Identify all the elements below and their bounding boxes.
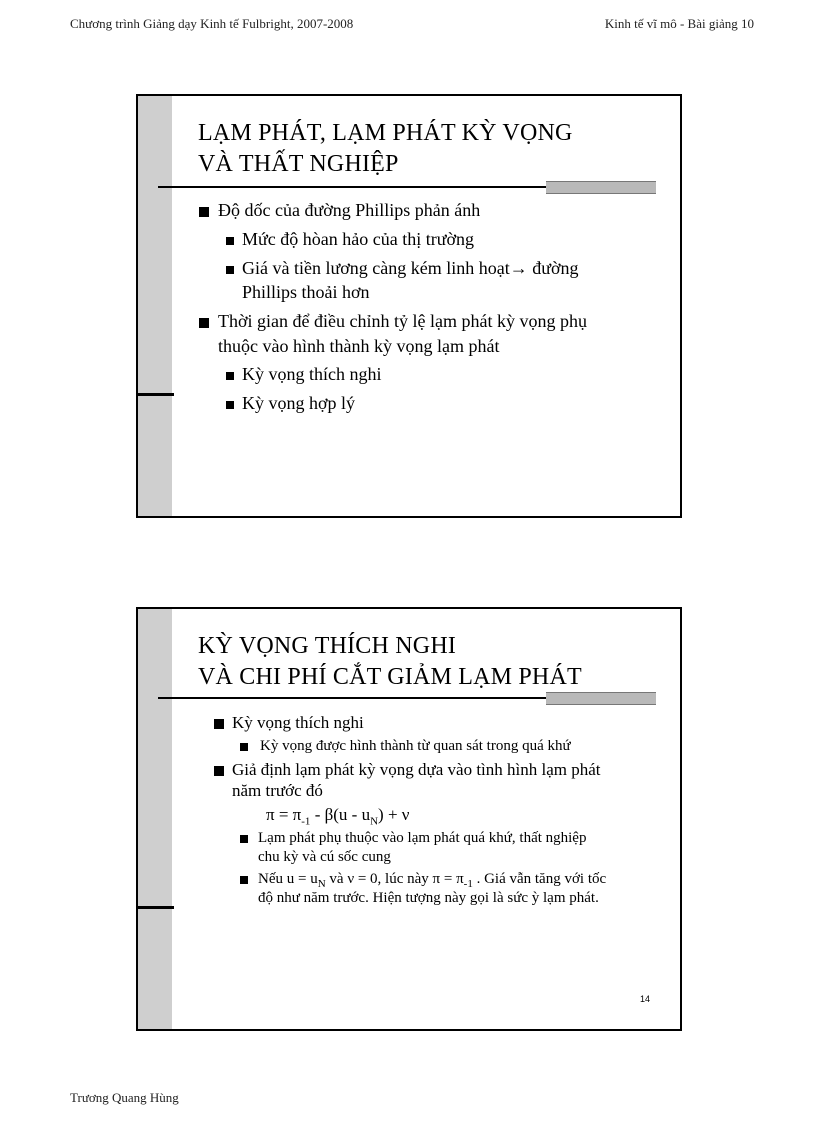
bullet-square-icon	[226, 266, 234, 274]
formula-part: ) + ν	[378, 805, 410, 824]
slide-number: 14	[639, 994, 650, 1004]
bullet-1-1: Mức độ hòan hảo của thị trường	[242, 229, 474, 249]
side-bar-marker	[138, 906, 174, 909]
side-bar-marker	[138, 393, 174, 396]
slide-13	[136, 94, 682, 518]
slide-side-bar	[138, 96, 172, 516]
bullet-square-icon	[226, 372, 234, 380]
slide-side-bar	[138, 609, 172, 1029]
formula-sub: -1	[301, 815, 311, 828]
bullet-2-2-sub: -1	[463, 878, 473, 890]
right-arrow-icon: →	[509, 258, 528, 278]
bullet-1-2-text: Giá và tiền lương càng kém linh hoạt	[242, 258, 510, 278]
bullet-square-icon	[214, 766, 224, 776]
bullet-2: Thời gian để điều chỉnh tỷ lệ lạm phát kỳ vọng phụ	[218, 311, 587, 331]
page-footer: Trương Quang Hùng	[70, 1090, 179, 1105]
bullet-2-2-part: Nếu u = u	[258, 871, 318, 887]
bullet-square-icon	[214, 719, 224, 729]
bullet-1-2-cont: Phillips thoải hơn	[242, 282, 370, 302]
slide-title	[198, 631, 582, 693]
page-header-left: Chương trình Giảng dạy Kinh tế Fulbright, 2007-2008	[70, 16, 354, 31]
bullet-square-icon	[199, 207, 209, 217]
bullet-2-cont: thuộc vào hình thành kỳ vọng lạm phát	[218, 336, 500, 356]
title-band	[546, 181, 656, 194]
formula-sub: N	[370, 815, 379, 828]
title-line-1: LẠM PHÁT, LẠM PHÁT KỲ VỌNG	[198, 120, 573, 146]
title-line-2: VÀ CHI PHÍ CẮT GIẢM LẠM PHÁT	[198, 664, 582, 690]
title-rule	[158, 186, 556, 188]
bullet-2-cont: năm trước đó	[232, 781, 323, 800]
bullet-square-icon	[240, 876, 248, 884]
bullet-square-icon	[226, 401, 234, 409]
page-header-right: Kinh tế vĩ mô - Bài giảng 10	[604, 16, 754, 31]
bullet-2-1-cont: chu kỳ và cú sốc cung	[258, 849, 391, 865]
bullet-1-1: Kỳ vọng được hình thành từ quan sát trong quá khứ	[260, 738, 571, 754]
slide-title	[198, 118, 573, 180]
bullet-2-1: Lạm phát phụ thuộc vào lạm phát quá khứ, thất nghiệp	[258, 830, 587, 846]
bullet-2-2-cont: độ như năm trước. Hiện tượng này gọi là sức ỳ lạm phát.	[258, 890, 599, 906]
bullet-square-icon	[240, 743, 248, 751]
bullet-1-2-text-end: đường	[527, 258, 579, 278]
formula-part: - β(u - u	[310, 805, 371, 824]
title-band	[546, 692, 656, 705]
formula-part: π = π	[266, 805, 302, 824]
bullet-square-icon	[240, 835, 248, 843]
title-line-1: KỲ VỌNG THÍCH NGHI	[198, 633, 457, 659]
bullet-1: Kỳ vọng thích nghi	[232, 713, 364, 732]
bullet-square-icon	[226, 237, 234, 245]
bullet-1: Độ dốc của đường Phillips phản ánh	[218, 200, 481, 220]
title-line-2: VÀ THẤT NGHIỆP	[198, 151, 399, 177]
bullet-2-1: Kỳ vọng thích nghi	[242, 364, 382, 384]
bullet-2-2-part: . Giá vẫn tăng với tốc	[472, 871, 607, 887]
title-rule	[158, 697, 556, 699]
bullet-2-2: Kỳ vọng hợp lý	[242, 393, 356, 413]
bullet-2: Giả định lạm phát kỳ vọng dựa vào tình hình lạm phát	[232, 760, 601, 779]
slide-14	[136, 607, 682, 1031]
bullet-2-2-part: và ν = 0, lúc này π = π	[325, 871, 464, 887]
bullet-square-icon	[199, 318, 209, 328]
bullet-2-2-sub: N	[317, 878, 326, 890]
bullet-1-2	[242, 256, 579, 280]
